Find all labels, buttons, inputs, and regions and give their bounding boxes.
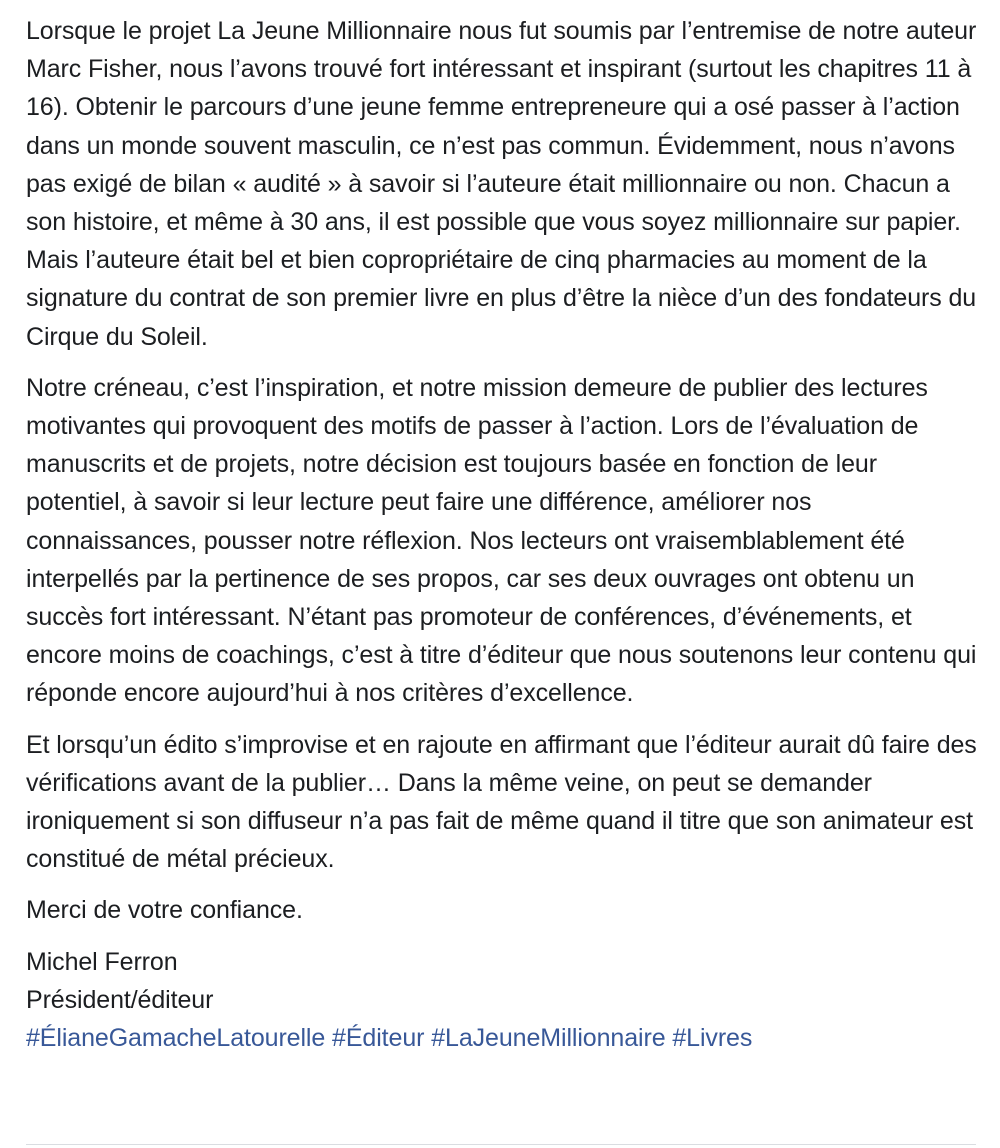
post-paragraph-closing: Merci de votre confiance. — [26, 896, 303, 925]
hashtag-list — [26, 1019, 981, 1057]
signature-block — [26, 943, 981, 1058]
post-divider — [26, 1144, 976, 1145]
hashtag-la-jeune-millionnaire[interactable]: #LaJeuneMillionnaire — [431, 1024, 666, 1053]
post-paragraph-1: Lorsque le projet La Jeune Millionnaire nous fut soumis par l’entremise de notre auteur Marc Fisher, nous l’avons trouvé fort intéressant et inspirant (surtout les chapitres 11 à 16). Obtenir le parcours d’une jeune femme entrepreneure qui a osé passer à l’action dans un monde souvent masculin, ce n’est pas commun. Évidemment, nous n’avons pas exigé de bilan « audité » à savoir si l’auteure était millionnaire ou non. Chacun a son histoire, et même à 30 ans, il est possible que vous soyez millionnaire sur papier. Mais l’auteure était bel et bien copropriétaire de cinq pharmacies au moment de la signature du contrat de son premier livre en plus d’être la nièce d’un des fondateurs du Cirque du Soleil. — [26, 17, 977, 351]
hashtag-livres[interactable]: #Livres — [672, 1024, 753, 1053]
hashtag-eliane-gamache-latourelle[interactable]: #ÉlianeGamacheLatourelle — [26, 1024, 326, 1053]
signature-name: Michel Ferron — [26, 947, 178, 976]
signature-title: Président/éditeur — [26, 985, 214, 1014]
hashtag-editeur[interactable]: #Éditeur — [332, 1024, 425, 1053]
post-paragraph-3: Et lorsqu’un édito s’improvise et en rajoute en affirmant que l’éditeur aurait dû faire des vérifications avant de la publier… Dans la même veine, on peut se demander ironiquement si son diffuseur n’a pas fait de même quand il titre que son animateur est constitué de métal précieux. — [26, 730, 977, 874]
post-body — [26, 12, 981, 1057]
post-paragraph-2: Notre créneau, c’est l’inspiration, et notre mission demeure de publier des lectures motivantes qui provoquent des motifs de passer à l’action. Lors de l’évaluation de manuscrits et de projets, notre décision est toujours basée en fonction de leur potentiel, à savoir si leur lecture peut faire une différence, améliorer nos connaissances, pousser notre réflexion. Nos lecteurs ont vraisemblablement été interpellés par la pertinence de ses propos, car ses deux ouvrages ont obtenu un succès fort intéressant. N’étant pas promoteur de conférences, d’événements, et encore moins de coachings, c’est à titre d’éditeur que nous soutenons leur contenu qui réponde encore aujourd’hui à nos critères d’excellence. — [26, 373, 977, 708]
